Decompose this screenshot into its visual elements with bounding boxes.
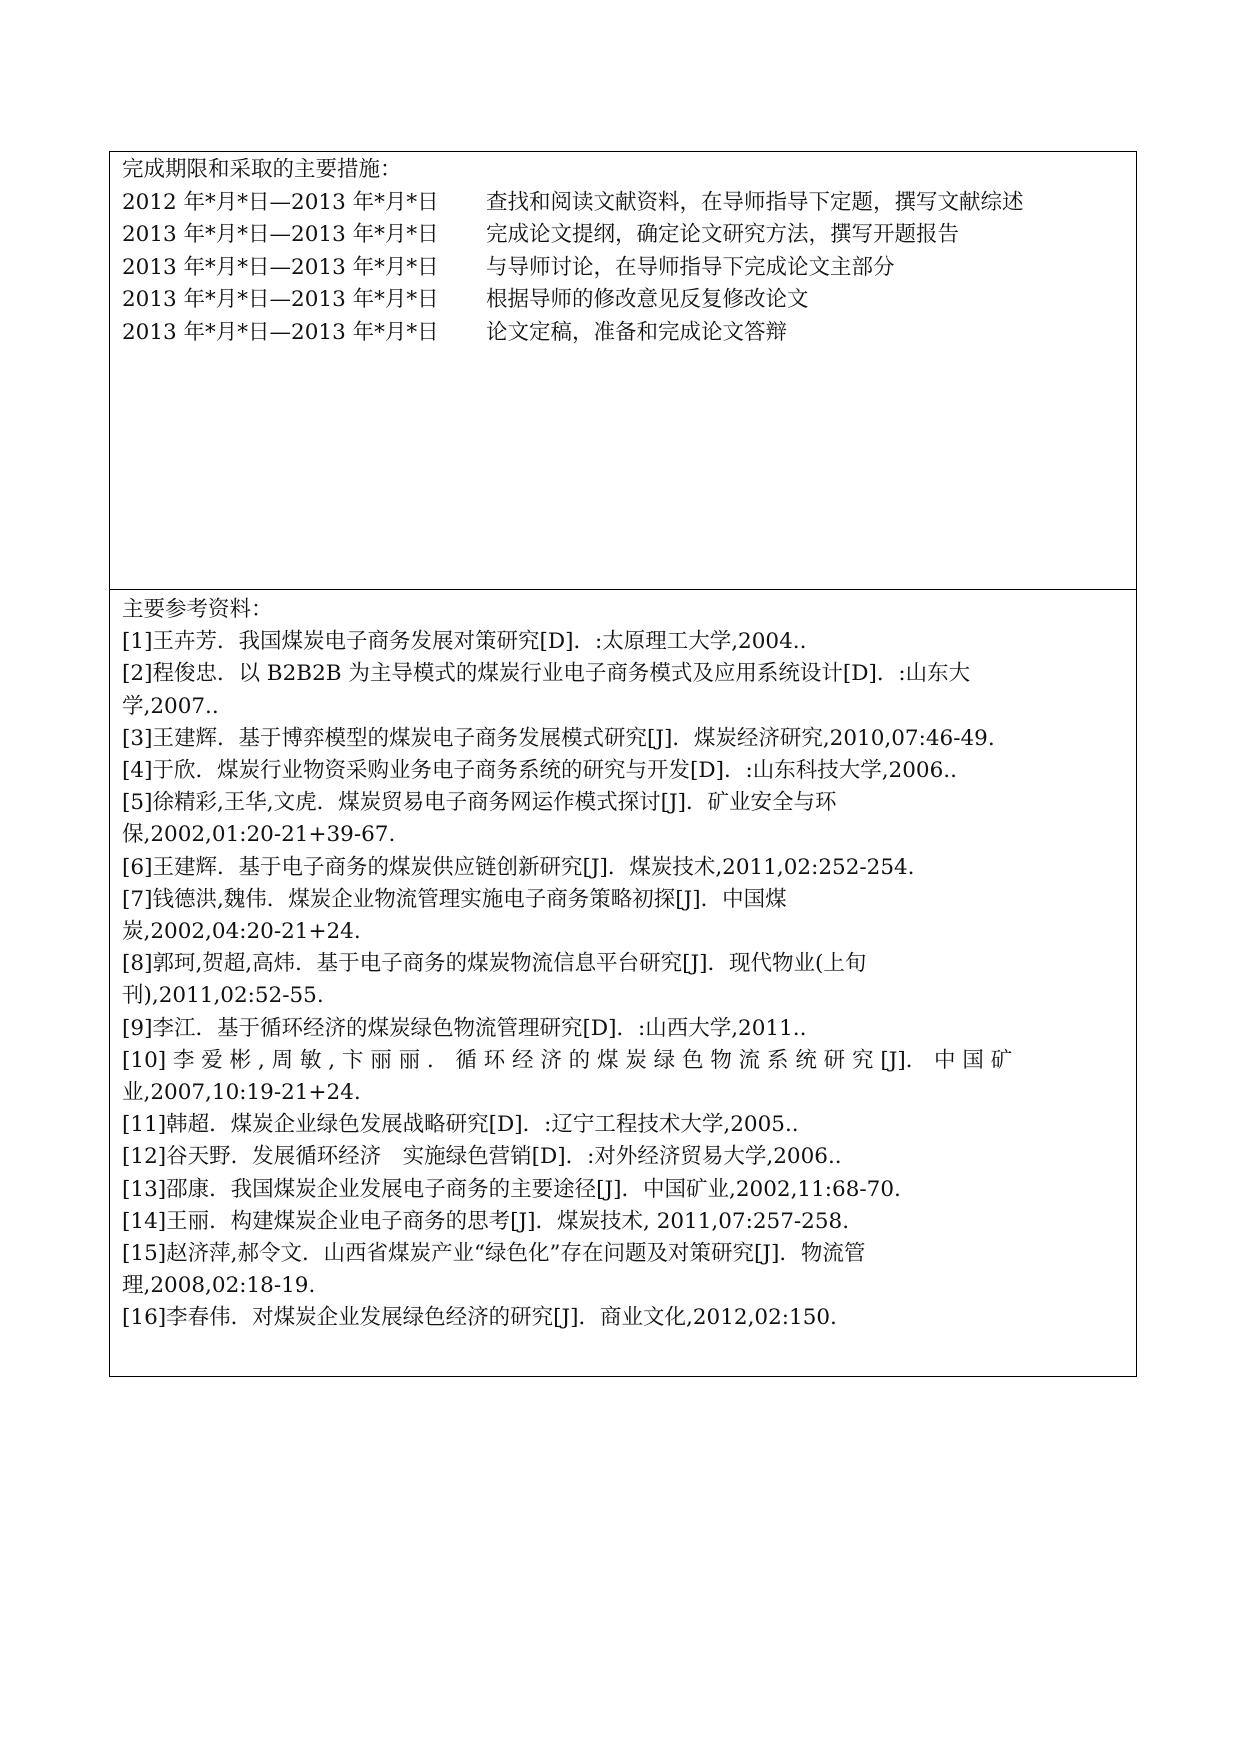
- schedule-task: 根据导师的修改意见反复修改论文: [486, 287, 809, 312]
- reference-item: [122, 1302, 1136, 1334]
- schedule-row: [122, 252, 1136, 285]
- reference-line: [3]王建辉．基于博弈模型的煤炭电子商务发展模式研究[J]．煤炭经济研究,2010,07:46-49.: [122, 725, 995, 751]
- reference-item: [122, 755, 1136, 787]
- reference-line: [14]王丽．构建煤炭企业电子商务的思考[J]．煤炭技术, 2011,07:257-258.: [122, 1208, 850, 1234]
- reference-line: 刊),2011,02:52-55.: [122, 983, 324, 1009]
- reference-line: 理,2008,02:18-19.: [122, 1273, 316, 1299]
- reference-item: [122, 626, 1136, 658]
- schedule-list: [122, 187, 1136, 350]
- proposal-table: [109, 151, 1137, 1377]
- schedule-period: 2013 年*月*日—2013 年*月*日: [122, 222, 439, 247]
- reference-item: [122, 787, 1136, 851]
- reference-item: [122, 1109, 1136, 1141]
- reference-item: [122, 884, 1136, 948]
- reference-item: [122, 1174, 1136, 1206]
- reference-item: [122, 723, 1136, 755]
- schedule-row: [122, 187, 1136, 220]
- reference-line: 保,2002,01:20-21+39-67.: [122, 822, 396, 848]
- reference-item: [122, 1238, 1136, 1302]
- schedule-heading: 完成期限和采取的主要措施：: [122, 157, 402, 182]
- schedule-period: 2012 年*月*日—2013 年*月*日: [122, 189, 439, 215]
- reference-line: [9]李江．基于循环经济的煤炭绿色物流管理研究[D]．:山西大学,2011..: [122, 1015, 807, 1041]
- reference-line: [10] 李 爱 彬 , 周 敏 , 卞 丽 丽 ． 循 环 经 济 的 煤 炭 绿 色 物 流 系 统 研 究 [J]． 中 国 矿: [122, 1047, 1013, 1073]
- reference-line: [5]徐精彩,王华,文虎．煤炭贸易电子商务网运作模式探讨[J]．矿业安全与环: [122, 790, 837, 816]
- reference-item: [122, 948, 1136, 1012]
- reference-line: [4]于欣．煤炭行业物资采购业务电子商务系统的研究与开发[D]．:山东科技大学,2006..: [122, 758, 957, 784]
- references-cell: [110, 590, 1136, 1376]
- schedule-task: 查找和阅读文献资料，在导师指导下定题，撰写文献综述: [486, 189, 1024, 215]
- reference-item: [122, 1206, 1136, 1238]
- reference-item: [122, 658, 1136, 722]
- reference-line: [13]邵康．我国煤炭企业发展电子商务的主要途径[J]．中国矿业,2002,11:68-70.: [122, 1176, 901, 1202]
- reference-line: [7]钱德洪,魏伟．煤炭企业物流管理实施电子商务策略初探[J]．中国煤: [122, 886, 787, 912]
- references-list: [122, 626, 1136, 1334]
- reference-item: [122, 1045, 1136, 1109]
- reference-line: [2]程俊忠．以 B2B2B 为主导模式的煤炭行业电子商务模式及应用系统设计[D]．:山东大: [122, 661, 971, 687]
- schedule-cell: [110, 152, 1136, 590]
- reference-line: [16]李春伟．对煤炭企业发展绿色经济的研究[J]．商业文化,2012,02:150.: [122, 1305, 837, 1331]
- reference-line: [6]王建辉．基于电子商务的煤炭供应链创新研究[J]．煤炭技术,2011,02:252-254.: [122, 854, 915, 880]
- reference-line: [11]韩超．煤炭企业绿色发展战略研究[D]．:辽宁工程技术大学,2005..: [122, 1112, 799, 1138]
- reference-line: 炭,2002,04:20-21+24.: [122, 919, 361, 945]
- schedule-task: 与导师讨论，在导师指导下完成论文主部分: [486, 254, 895, 280]
- reference-line: [15]赵济萍,郝令文．山西省煤炭产业“绿色化”存在问题及对策研究[J]．物流管: [122, 1241, 866, 1267]
- schedule-task: 完成论文提纲，确定论文研究方法，撰写开题报告: [486, 222, 960, 247]
- schedule-period: 2013 年*月*日—2013 年*月*日: [122, 287, 439, 312]
- reference-item: [122, 1013, 1136, 1045]
- schedule-period: 2013 年*月*日—2013 年*月*日: [122, 254, 439, 280]
- reference-item: [122, 1141, 1136, 1173]
- reference-line: [1]王卉芳．我国煤炭电子商务发展对策研究[D]．:太原理工大学,2004..: [122, 629, 807, 655]
- reference-item: [122, 852, 1136, 884]
- reference-line: 业,2007,10:19-21+24.: [122, 1080, 361, 1106]
- schedule-row: [122, 219, 1136, 252]
- schedule-period: 2013 年*月*日—2013 年*月*日: [122, 319, 439, 345]
- schedule-row: [122, 284, 1136, 317]
- reference-line: [12]谷天野．发展循环经济 实施绿色营销[D]．:对外经济贸易大学,2006..: [122, 1144, 842, 1170]
- reference-line: 学,2007..: [122, 693, 219, 719]
- reference-line: [8]郭珂,贺超,高炜．基于电子商务的煤炭物流信息平台研究[J]．现代物业(上旬: [122, 951, 867, 977]
- references-heading: 主要参考资料：: [122, 597, 273, 622]
- schedule-task: 论文定稿，准备和完成论文答辩: [486, 319, 788, 345]
- schedule-row: [122, 317, 1136, 350]
